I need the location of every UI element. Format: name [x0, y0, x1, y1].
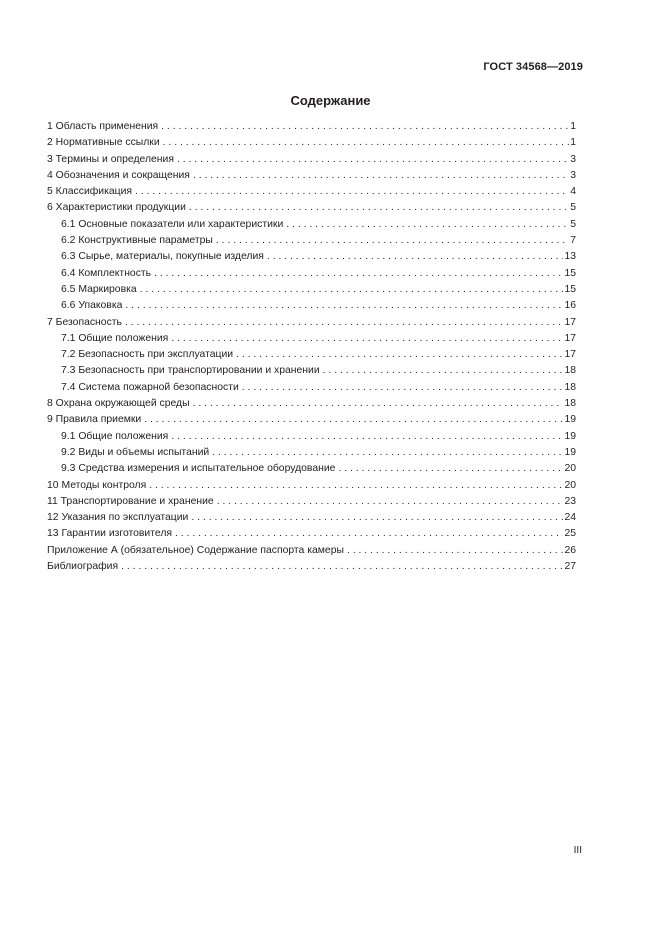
dot-leader: [216, 233, 569, 249]
dot-leader: [154, 266, 563, 282]
toc-entry[interactable]: [47, 135, 576, 151]
toc-entry-page: 17: [564, 316, 576, 328]
toc-entry[interactable]: [47, 249, 576, 265]
dot-leader: [125, 298, 563, 314]
toc-entry-label: 9.1 Общие положения: [61, 430, 169, 442]
toc-entry[interactable]: [47, 266, 576, 282]
toc-entry-label: 2 Нормативные ссылки: [47, 137, 160, 149]
toc-entry[interactable]: [47, 200, 576, 216]
dot-leader: [171, 331, 563, 347]
toc-entry-page: 4: [570, 186, 576, 198]
toc-entry-page: 19: [564, 446, 576, 458]
toc-entry[interactable]: [47, 152, 576, 168]
toc-entry[interactable]: [47, 217, 576, 233]
toc-entry-page: 3: [570, 169, 576, 181]
toc-entry[interactable]: [47, 298, 576, 314]
toc-entry-label: 1 Область применения: [47, 121, 159, 132]
toc-entry-page: 26: [564, 544, 576, 556]
toc-entry[interactable]: [47, 494, 576, 510]
dot-leader: [347, 543, 563, 559]
dot-leader: [149, 478, 563, 494]
toc-entry-label: 6 Характеристики продукции: [47, 202, 186, 214]
toc-entry-page: 3: [570, 153, 576, 165]
dot-leader: [163, 135, 570, 151]
toc-entry-page: 15: [564, 267, 576, 279]
toc-entry[interactable]: [47, 282, 576, 298]
toc-entry-label: 6.1 Основные показатели или характеристики: [61, 218, 284, 230]
dot-leader: [236, 347, 563, 363]
toc-entry-label: 11 Транспортирование и хранение: [47, 495, 214, 507]
toc-entry-page: 20: [564, 463, 576, 475]
dot-leader: [217, 494, 564, 510]
document-header: ГОСТ 34568—2019: [483, 61, 583, 73]
toc-entry-page: 16: [564, 300, 576, 312]
toc-entry-page: 5: [570, 202, 576, 214]
toc-entry[interactable]: [47, 461, 576, 477]
dot-leader: [135, 184, 569, 200]
toc-entry-page: 15: [564, 283, 576, 295]
toc-entry-page: 17: [564, 349, 576, 361]
toc-entry-label: 9.2 Виды и объемы испытаний: [61, 446, 210, 458]
dot-leader: [286, 217, 569, 233]
toc-entry-label: 9 Правила приемки: [47, 414, 142, 426]
toc-entry-label: Библиография: [47, 561, 119, 573]
toc-entry-label: 3 Термины и определения: [47, 153, 174, 165]
toc-entry[interactable]: [47, 380, 576, 396]
toc-entry[interactable]: [47, 510, 576, 526]
toc-entry[interactable]: [47, 184, 576, 200]
toc-entry-page: 7: [570, 235, 576, 247]
table-of-contents: [47, 119, 576, 575]
toc-entry[interactable]: [47, 478, 576, 494]
dot-leader: [338, 461, 563, 477]
dot-leader: [171, 429, 563, 445]
dot-leader: [140, 282, 564, 298]
toc-entry-label: 8 Охрана окружающей среды: [47, 398, 190, 410]
toc-entry[interactable]: [47, 119, 576, 135]
toc-entry-label: 7.4 Система пожарной безопасности: [61, 381, 239, 393]
dot-leader: [189, 200, 569, 216]
toc-entry-page: 18: [564, 365, 576, 377]
toc-entry-label: Приложение А (обязательное) Содержание паспорта камеры: [47, 544, 344, 556]
toc-entry-page: 25: [564, 528, 576, 540]
dot-leader: [212, 445, 563, 461]
toc-entry-page: 18: [564, 381, 576, 393]
dot-leader: [191, 510, 563, 526]
toc-entry[interactable]: [47, 363, 576, 379]
toc-entry-label: 7 Безопасность: [47, 316, 122, 328]
dot-leader: [144, 412, 563, 428]
toc-entry-label: 7.1 Общие положения: [61, 332, 169, 344]
toc-entry-label: 6.3 Сырье, материалы, покупные изделия: [61, 251, 264, 263]
dot-leader: [121, 559, 563, 575]
page-title: Содержание: [290, 93, 371, 108]
toc-entry-page: 1: [570, 137, 576, 149]
toc-entry-label: 7.2 Безопасность при эксплуатации: [61, 349, 234, 361]
toc-entry[interactable]: [47, 347, 576, 363]
dot-leader: [193, 396, 564, 412]
dot-leader: [242, 380, 564, 396]
toc-entry-page: 27: [564, 561, 576, 573]
dot-leader: [177, 152, 569, 168]
toc-entry-label: 6.4 Комплектность: [61, 267, 152, 279]
dot-leader: [125, 315, 563, 331]
toc-entry[interactable]: [47, 315, 576, 331]
toc-entry-page: 13: [564, 251, 576, 263]
toc-entry-page: 17: [564, 332, 576, 344]
dot-leader: [193, 168, 569, 184]
dot-leader: [267, 249, 564, 265]
toc-entry-label: 13 Гарантии изготовителя: [47, 528, 173, 540]
toc-entry-label: 9.3 Средства измерения и испытательное оборудование: [61, 463, 336, 475]
toc-entry-label: 5 Классификация: [47, 186, 133, 198]
toc-entry-page: 5: [570, 218, 576, 230]
toc-entry[interactable]: [47, 233, 576, 249]
toc-entry[interactable]: [47, 429, 576, 445]
toc-entry-page: 19: [564, 414, 576, 426]
toc-entry-label: 6.2 Конструктивные параметры: [61, 235, 213, 247]
dot-leader: [175, 526, 563, 542]
toc-entry[interactable]: [47, 396, 576, 412]
toc-entry[interactable]: [47, 543, 576, 559]
toc-entry-label: 7.3 Безопасность при транспортировании и хранении: [61, 365, 320, 377]
toc-entry-label: 6.5 Маркировка: [61, 283, 137, 295]
toc-entry-page: 18: [564, 398, 576, 410]
toc-entry[interactable]: [47, 168, 576, 184]
toc-entry[interactable]: [47, 445, 576, 461]
toc-entry-page: 19: [564, 430, 576, 442]
toc-entry-page: 20: [564, 479, 576, 491]
toc-entry-label: 10 Методы контроля: [47, 479, 147, 491]
dot-leader: [161, 119, 569, 135]
toc-entry-page: 1: [570, 121, 576, 132]
toc-entry[interactable]: [47, 412, 576, 428]
toc-entry[interactable]: [47, 331, 576, 347]
toc-entry[interactable]: [47, 526, 576, 542]
toc-entry-page: 24: [564, 512, 576, 524]
toc-entry-label: 12 Указания по эксплуатации: [47, 512, 189, 524]
dot-leader: [323, 363, 564, 379]
toc-entry-label: 4 Обозначения и сокращения: [47, 169, 190, 181]
toc-entry-label: 6.6 Упаковка: [61, 300, 123, 312]
toc-entry-page: 23: [564, 495, 576, 507]
page-number: III: [573, 845, 582, 856]
toc-entry[interactable]: [47, 559, 576, 575]
